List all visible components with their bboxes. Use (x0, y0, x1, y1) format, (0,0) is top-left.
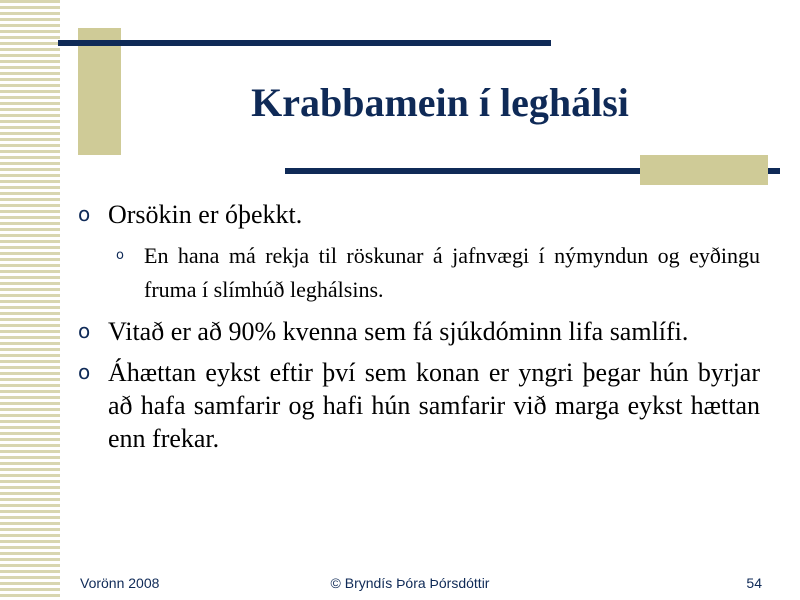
decorative-line-top (58, 40, 551, 46)
bullet-item (78, 198, 760, 231)
sub-bullet-text: En hana má rekja til röskunar á jafnvægi í nýmyndun og eyðingu fruma í slímhúð leghálsins. (144, 243, 760, 302)
decorative-block-top-left (78, 28, 121, 155)
sub-bullet-circle-icon: o (116, 248, 124, 263)
bullet-item (78, 315, 760, 348)
footer-semester: Vorönn 2008 (80, 575, 160, 591)
decorative-block-bottom-right (640, 155, 768, 185)
slide-title: Krabbamein í leghálsi (251, 80, 629, 125)
bullet-text: Áhættan eykst eftir því sem konan er yngri þegar hún byrjar að hafa samfarir og hafi hún samfarir við marga eykst hættan enn frekar. (108, 358, 760, 453)
sub-bullet-item (116, 239, 760, 307)
footer-author: © Bryndís Þóra Þórsdóttir (330, 575, 490, 591)
footer-page-number: 54 (746, 575, 762, 591)
bullet-text: Vitað er að 90% kvenna sem fá sjúkdóminn lifa samlífi. (108, 317, 689, 346)
bullet-circle-icon: o (78, 360, 91, 384)
decorative-stripes (0, 0, 60, 600)
slide-content (78, 198, 760, 463)
bullet-item (78, 356, 760, 455)
bullet-text: Orsökin er óþekkt. (108, 200, 303, 229)
bullet-circle-icon: o (78, 202, 91, 226)
bullet-circle-icon: o (78, 319, 91, 343)
